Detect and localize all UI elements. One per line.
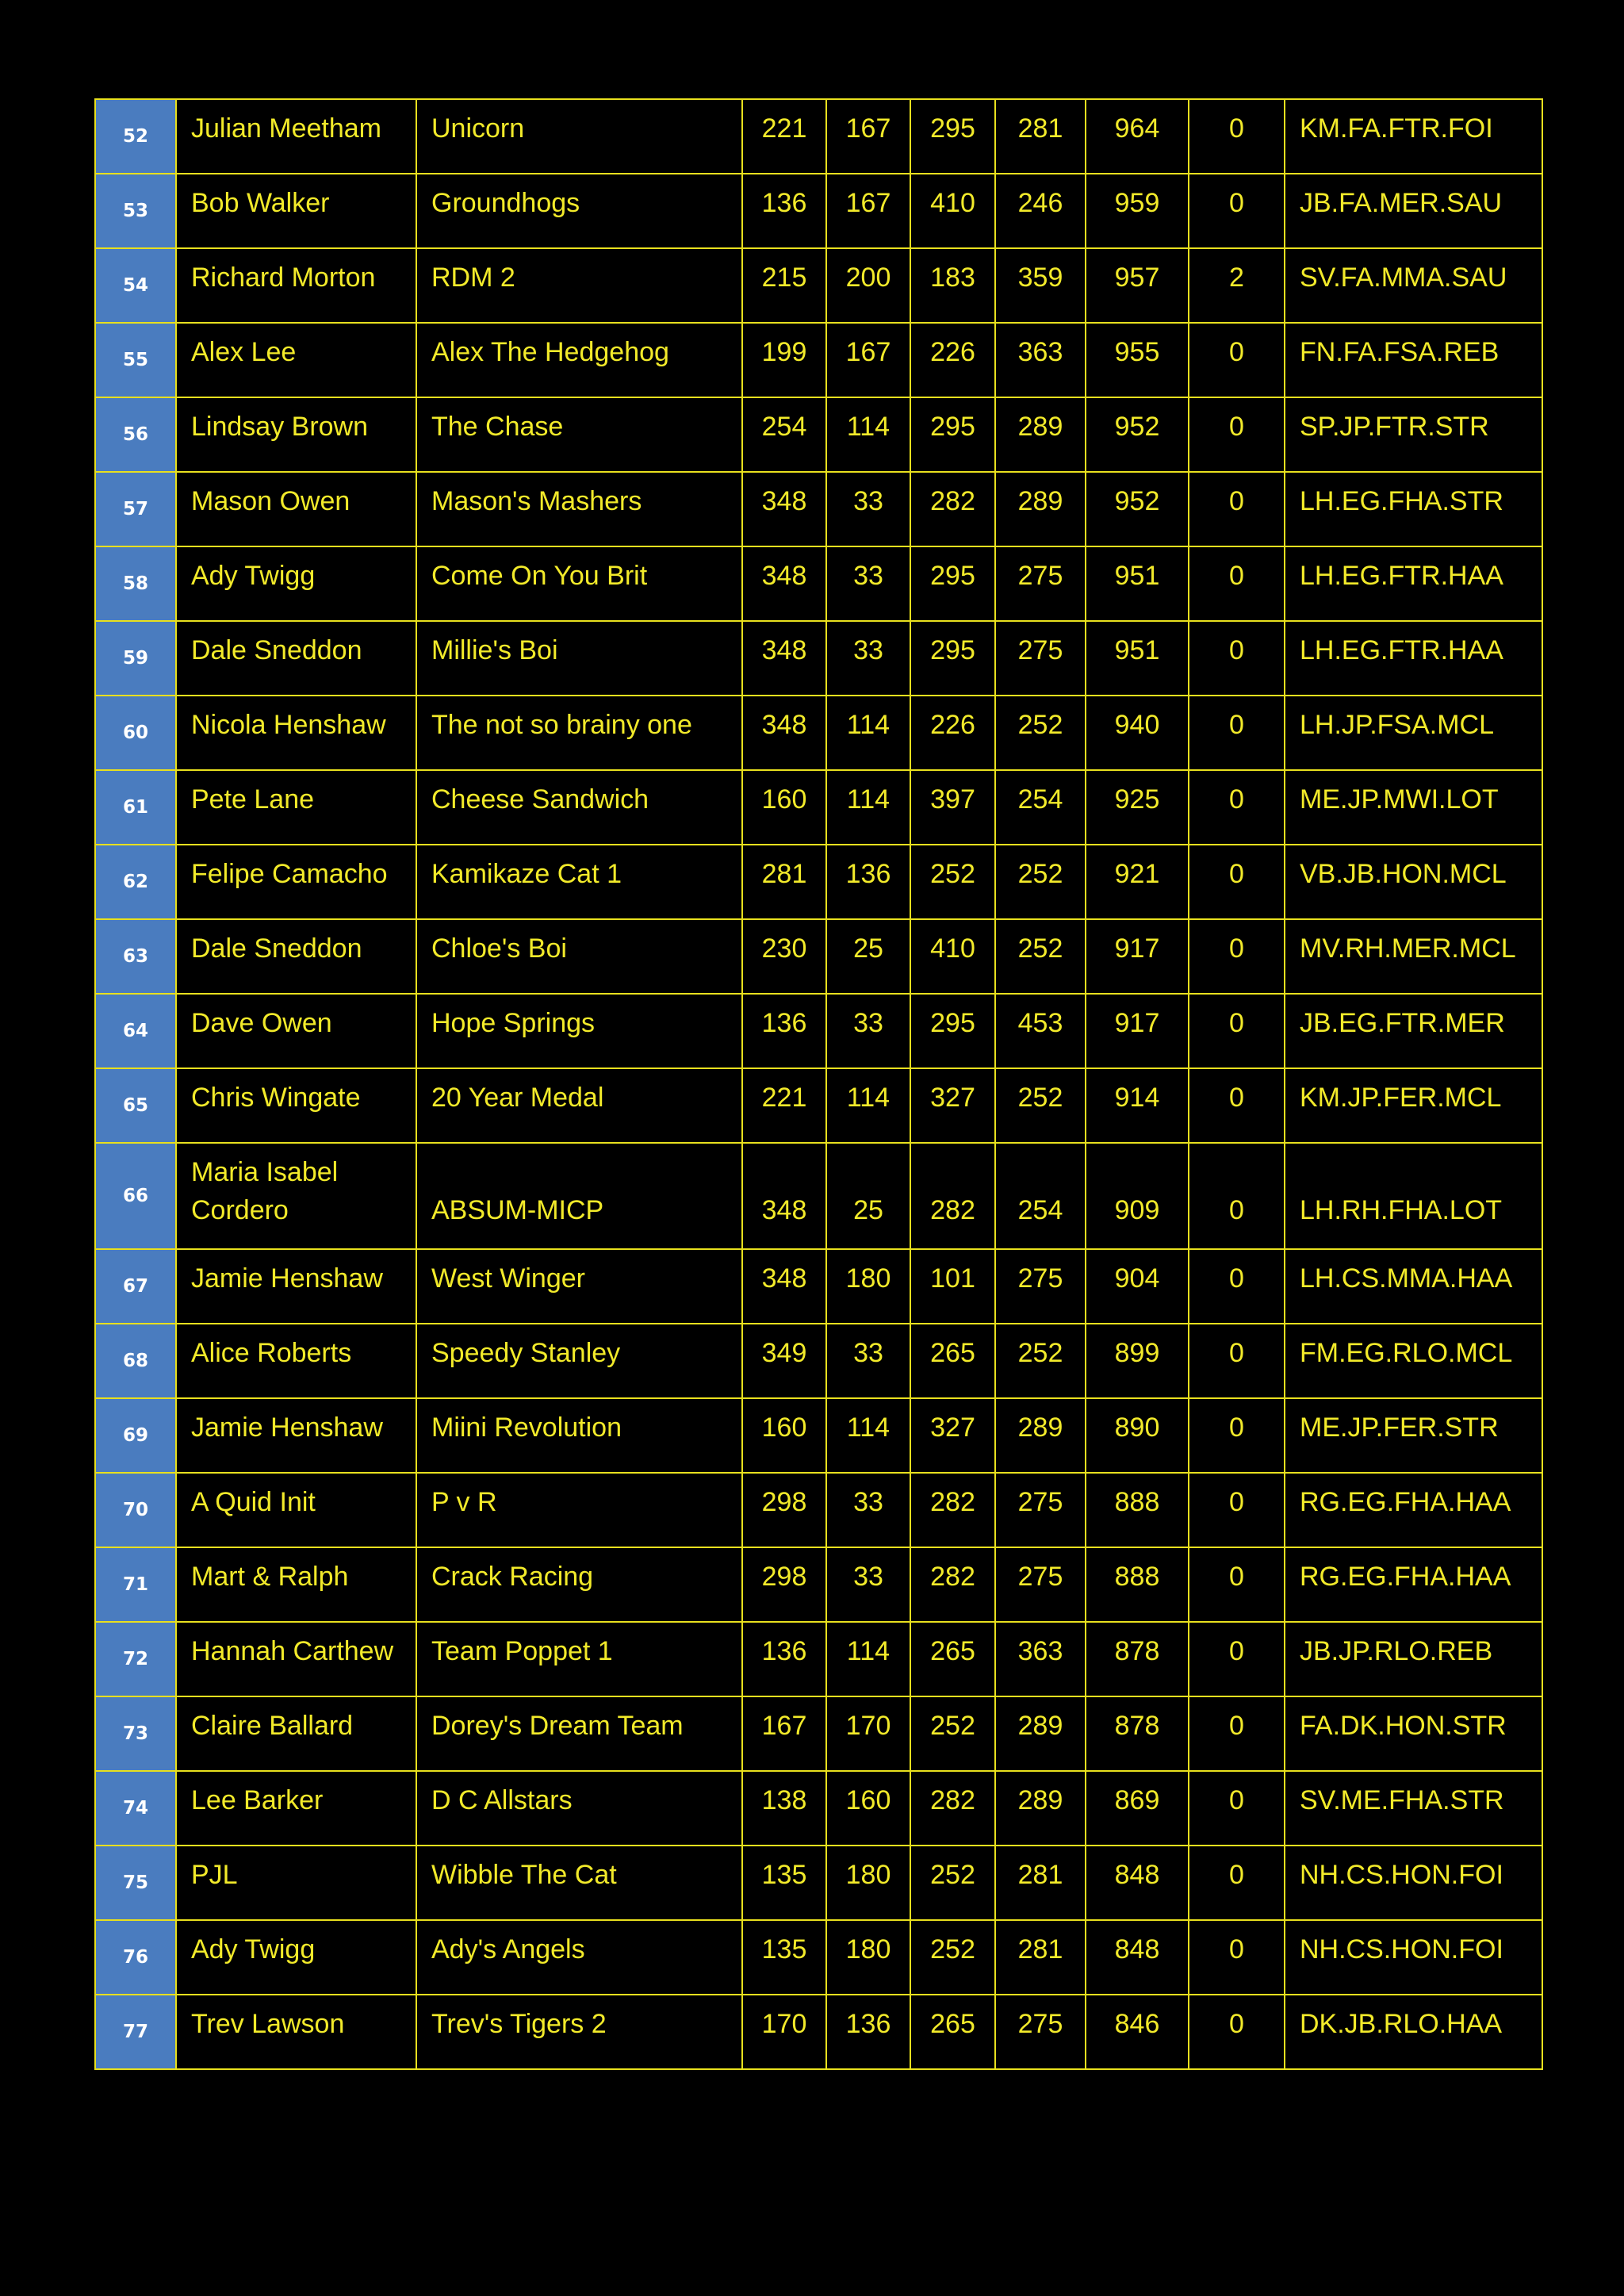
position-cell: 67 <box>95 1249 176 1324</box>
team-name: West Winger <box>416 1249 742 1324</box>
table-row <box>95 1473 1542 1547</box>
table-row <box>95 1920 1542 1995</box>
position-cell: 71 <box>95 1547 176 1622</box>
position-cell: 65 <box>95 1068 176 1143</box>
score-4: 275 <box>995 1473 1086 1547</box>
score-2: 33 <box>826 546 910 621</box>
team-name: Ady's Angels <box>416 1920 742 1995</box>
table-row <box>95 1143 1542 1249</box>
table-row <box>95 99 1542 174</box>
selection-code: FM.EG.RLO.MCL <box>1285 1324 1542 1398</box>
selection-code: FN.FA.FSA.REB <box>1285 323 1542 397</box>
total-score: 899 <box>1086 1324 1189 1398</box>
score-3: 327 <box>910 1068 995 1143</box>
total-score: 952 <box>1086 397 1189 472</box>
extra-score: 0 <box>1189 1324 1285 1398</box>
extra-score: 0 <box>1189 1068 1285 1143</box>
team-name: Crack Racing <box>416 1547 742 1622</box>
score-2: 136 <box>826 845 910 919</box>
manager-name: Dale Sneddon <box>176 621 416 696</box>
score-1: 138 <box>742 1771 826 1846</box>
score-3: 327 <box>910 1398 995 1473</box>
score-1: 298 <box>742 1473 826 1547</box>
total-score: 888 <box>1086 1473 1189 1547</box>
position-cell: 57 <box>95 472 176 546</box>
score-4: 252 <box>995 696 1086 770</box>
extra-score: 0 <box>1189 397 1285 472</box>
total-score: 925 <box>1086 770 1189 845</box>
score-4: 254 <box>995 1143 1086 1249</box>
score-3: 183 <box>910 248 995 323</box>
score-1: 348 <box>742 621 826 696</box>
table-row <box>95 696 1542 770</box>
manager-name: Lindsay Brown <box>176 397 416 472</box>
total-score: 848 <box>1086 1846 1189 1920</box>
score-2: 114 <box>826 696 910 770</box>
score-1: 136 <box>742 994 826 1068</box>
extra-score: 0 <box>1189 1398 1285 1473</box>
score-3: 282 <box>910 1473 995 1547</box>
score-1: 348 <box>742 696 826 770</box>
table-row <box>95 994 1542 1068</box>
score-1: 160 <box>742 770 826 845</box>
selection-code: LH.CS.MMA.HAA <box>1285 1249 1542 1324</box>
score-3: 295 <box>910 397 995 472</box>
manager-name: Ady Twigg <box>176 1920 416 1995</box>
score-4: 281 <box>995 99 1086 174</box>
score-3: 295 <box>910 994 995 1068</box>
score-2: 167 <box>826 174 910 248</box>
position-cell: 76 <box>95 1920 176 1995</box>
score-3: 101 <box>910 1249 995 1324</box>
total-score: 869 <box>1086 1771 1189 1846</box>
total-score: 957 <box>1086 248 1189 323</box>
manager-name: Alice Roberts <box>176 1324 416 1398</box>
team-name: The Chase <box>416 397 742 472</box>
score-1: 348 <box>742 472 826 546</box>
extra-score: 0 <box>1189 1920 1285 1995</box>
team-name: Hope Springs <box>416 994 742 1068</box>
position-cell: 59 <box>95 621 176 696</box>
score-3: 410 <box>910 919 995 994</box>
total-score: 846 <box>1086 1995 1189 2069</box>
table-row <box>95 174 1542 248</box>
score-2: 114 <box>826 397 910 472</box>
score-4: 281 <box>995 1920 1086 1995</box>
position-cell: 55 <box>95 323 176 397</box>
score-2: 33 <box>826 621 910 696</box>
score-2: 200 <box>826 248 910 323</box>
score-3: 265 <box>910 1995 995 2069</box>
score-3: 397 <box>910 770 995 845</box>
table-row <box>95 1771 1542 1846</box>
selection-code: NH.CS.HON.FOI <box>1285 1920 1542 1995</box>
extra-score: 0 <box>1189 546 1285 621</box>
selection-code: LH.RH.FHA.LOT <box>1285 1143 1542 1249</box>
score-4: 246 <box>995 174 1086 248</box>
table-row <box>95 546 1542 621</box>
total-score: 921 <box>1086 845 1189 919</box>
manager-name: Mason Owen <box>176 472 416 546</box>
score-1: 281 <box>742 845 826 919</box>
score-1: 199 <box>742 323 826 397</box>
team-name: Kamikaze Cat 1 <box>416 845 742 919</box>
table-row <box>95 1622 1542 1696</box>
score-2: 180 <box>826 1249 910 1324</box>
manager-name: Maria Isabel Cordero <box>176 1143 416 1249</box>
score-2: 167 <box>826 99 910 174</box>
position-cell: 62 <box>95 845 176 919</box>
manager-name: Pete Lane <box>176 770 416 845</box>
team-name: Chloe's Boi <box>416 919 742 994</box>
score-4: 363 <box>995 323 1086 397</box>
score-3: 295 <box>910 621 995 696</box>
position-cell: 63 <box>95 919 176 994</box>
table-row <box>95 1068 1542 1143</box>
manager-name: Bob Walker <box>176 174 416 248</box>
position-cell: 72 <box>95 1622 176 1696</box>
table-row <box>95 397 1542 472</box>
manager-name: Nicola Henshaw <box>176 696 416 770</box>
score-3: 295 <box>910 99 995 174</box>
extra-score: 0 <box>1189 1622 1285 1696</box>
score-3: 295 <box>910 546 995 621</box>
manager-name: Jamie Henshaw <box>176 1398 416 1473</box>
team-name: Unicorn <box>416 99 742 174</box>
extra-score: 0 <box>1189 919 1285 994</box>
score-1: 349 <box>742 1324 826 1398</box>
score-2: 33 <box>826 1473 910 1547</box>
manager-name: Jamie Henshaw <box>176 1249 416 1324</box>
score-3: 226 <box>910 696 995 770</box>
score-1: 230 <box>742 919 826 994</box>
position-cell: 77 <box>95 1995 176 2069</box>
table-row <box>95 770 1542 845</box>
manager-name: Ady Twigg <box>176 546 416 621</box>
selection-code: JB.FA.MER.SAU <box>1285 174 1542 248</box>
team-name: RDM 2 <box>416 248 742 323</box>
manager-name: Alex Lee <box>176 323 416 397</box>
score-3: 226 <box>910 323 995 397</box>
total-score: 914 <box>1086 1068 1189 1143</box>
total-score: 888 <box>1086 1547 1189 1622</box>
position-cell: 75 <box>95 1846 176 1920</box>
extra-score: 0 <box>1189 1143 1285 1249</box>
manager-name: Felipe Camacho <box>176 845 416 919</box>
score-1: 135 <box>742 1846 826 1920</box>
extra-score: 2 <box>1189 248 1285 323</box>
score-1: 167 <box>742 1696 826 1771</box>
team-name: Speedy Stanley <box>416 1324 742 1398</box>
extra-score: 0 <box>1189 1547 1285 1622</box>
selection-code: JB.EG.FTR.MER <box>1285 994 1542 1068</box>
selection-code: KM.JP.FER.MCL <box>1285 1068 1542 1143</box>
team-name: Trev's Tigers 2 <box>416 1995 742 2069</box>
team-name: Alex The Hedgehog <box>416 323 742 397</box>
selection-code: DK.JB.RLO.HAA <box>1285 1995 1542 2069</box>
selection-code: NH.CS.HON.FOI <box>1285 1846 1542 1920</box>
extra-score: 0 <box>1189 99 1285 174</box>
total-score: 909 <box>1086 1143 1189 1249</box>
selection-code: SP.JP.FTR.STR <box>1285 397 1542 472</box>
score-2: 114 <box>826 1622 910 1696</box>
manager-name: Dale Sneddon <box>176 919 416 994</box>
selection-code: MV.RH.MER.MCL <box>1285 919 1542 994</box>
selection-code: ME.JP.FER.STR <box>1285 1398 1542 1473</box>
score-2: 167 <box>826 323 910 397</box>
team-name: Groundhogs <box>416 174 742 248</box>
team-name: Team Poppet 1 <box>416 1622 742 1696</box>
total-score: 878 <box>1086 1622 1189 1696</box>
table-row <box>95 1249 1542 1324</box>
team-name: Wibble The Cat <box>416 1846 742 1920</box>
extra-score: 0 <box>1189 1995 1285 2069</box>
score-4: 289 <box>995 397 1086 472</box>
team-name: Millie's Boi <box>416 621 742 696</box>
table-row <box>95 472 1542 546</box>
extra-score: 0 <box>1189 323 1285 397</box>
score-2: 114 <box>826 1068 910 1143</box>
score-1: 254 <box>742 397 826 472</box>
total-score: 904 <box>1086 1249 1189 1324</box>
score-4: 363 <box>995 1622 1086 1696</box>
score-1: 135 <box>742 1920 826 1995</box>
position-cell: 73 <box>95 1696 176 1771</box>
manager-name: Richard Morton <box>176 248 416 323</box>
team-name: Miini Revolution <box>416 1398 742 1473</box>
manager-name: Chris Wingate <box>176 1068 416 1143</box>
manager-name: Mart & Ralph <box>176 1547 416 1622</box>
score-1: 348 <box>742 546 826 621</box>
team-name: Mason's Mashers <box>416 472 742 546</box>
position-cell: 56 <box>95 397 176 472</box>
extra-score: 0 <box>1189 1473 1285 1547</box>
selection-code: LH.EG.FTR.HAA <box>1285 546 1542 621</box>
total-score: 878 <box>1086 1696 1189 1771</box>
total-score: 955 <box>1086 323 1189 397</box>
score-2: 25 <box>826 1143 910 1249</box>
table-row <box>95 919 1542 994</box>
score-3: 252 <box>910 1696 995 1771</box>
selection-code: LH.JP.FSA.MCL <box>1285 696 1542 770</box>
manager-name: Dave Owen <box>176 994 416 1068</box>
position-cell: 64 <box>95 994 176 1068</box>
score-4: 359 <box>995 248 1086 323</box>
total-score: 951 <box>1086 621 1189 696</box>
score-2: 170 <box>826 1696 910 1771</box>
score-2: 33 <box>826 472 910 546</box>
extra-score: 0 <box>1189 1696 1285 1771</box>
selection-code: LH.EG.FTR.HAA <box>1285 621 1542 696</box>
manager-name: Claire Ballard <box>176 1696 416 1771</box>
score-2: 180 <box>826 1920 910 1995</box>
score-1: 136 <box>742 174 826 248</box>
position-cell: 66 <box>95 1143 176 1249</box>
score-4: 453 <box>995 994 1086 1068</box>
score-2: 33 <box>826 1324 910 1398</box>
extra-score: 0 <box>1189 1771 1285 1846</box>
score-2: 33 <box>826 1547 910 1622</box>
score-3: 252 <box>910 1846 995 1920</box>
score-4: 281 <box>995 1846 1086 1920</box>
score-4: 275 <box>995 1547 1086 1622</box>
score-4: 289 <box>995 472 1086 546</box>
table-row <box>95 845 1542 919</box>
selection-code: RG.EG.FHA.HAA <box>1285 1547 1542 1622</box>
score-4: 275 <box>995 1995 1086 2069</box>
extra-score: 0 <box>1189 1249 1285 1324</box>
extra-score: 0 <box>1189 621 1285 696</box>
score-3: 282 <box>910 1547 995 1622</box>
score-4: 252 <box>995 1324 1086 1398</box>
table-row <box>95 621 1542 696</box>
total-score: 940 <box>1086 696 1189 770</box>
standings-table <box>94 98 1543 2070</box>
selection-code: LH.EG.FHA.STR <box>1285 472 1542 546</box>
extra-score: 0 <box>1189 1846 1285 1920</box>
selection-code: SV.ME.FHA.STR <box>1285 1771 1542 1846</box>
score-3: 282 <box>910 1143 995 1249</box>
team-name: D C Allstars <box>416 1771 742 1846</box>
extra-score: 0 <box>1189 472 1285 546</box>
manager-name: Trev Lawson <box>176 1995 416 2069</box>
total-score: 964 <box>1086 99 1189 174</box>
table-row <box>95 248 1542 323</box>
team-name: 20 Year Medal <box>416 1068 742 1143</box>
position-cell: 58 <box>95 546 176 621</box>
selection-code: RG.EG.FHA.HAA <box>1285 1473 1542 1547</box>
selection-code: JB.JP.RLO.REB <box>1285 1622 1542 1696</box>
score-4: 254 <box>995 770 1086 845</box>
table-row <box>95 1696 1542 1771</box>
total-score: 951 <box>1086 546 1189 621</box>
table-row <box>95 1846 1542 1920</box>
team-name: The not so brainy one <box>416 696 742 770</box>
score-2: 114 <box>826 770 910 845</box>
total-score: 848 <box>1086 1920 1189 1995</box>
position-cell: 70 <box>95 1473 176 1547</box>
score-1: 221 <box>742 99 826 174</box>
total-score: 917 <box>1086 919 1189 994</box>
score-4: 289 <box>995 1771 1086 1846</box>
manager-name: Hannah Carthew <box>176 1622 416 1696</box>
extra-score: 0 <box>1189 696 1285 770</box>
score-1: 348 <box>742 1143 826 1249</box>
team-name: ABSUM-MICP <box>416 1143 742 1249</box>
score-1: 170 <box>742 1995 826 2069</box>
table-row <box>95 1324 1542 1398</box>
position-cell: 54 <box>95 248 176 323</box>
total-score: 917 <box>1086 994 1189 1068</box>
score-1: 215 <box>742 248 826 323</box>
score-2: 160 <box>826 1771 910 1846</box>
team-name: Come On You Brit <box>416 546 742 621</box>
total-score: 952 <box>1086 472 1189 546</box>
total-score: 959 <box>1086 174 1189 248</box>
score-2: 136 <box>826 1995 910 2069</box>
position-cell: 52 <box>95 99 176 174</box>
extra-score: 0 <box>1189 994 1285 1068</box>
score-1: 221 <box>742 1068 826 1143</box>
position-cell: 74 <box>95 1771 176 1846</box>
score-4: 252 <box>995 919 1086 994</box>
score-4: 252 <box>995 1068 1086 1143</box>
score-4: 289 <box>995 1398 1086 1473</box>
score-4: 252 <box>995 845 1086 919</box>
score-1: 298 <box>742 1547 826 1622</box>
score-1: 160 <box>742 1398 826 1473</box>
score-3: 252 <box>910 845 995 919</box>
score-4: 275 <box>995 621 1086 696</box>
extra-score: 0 <box>1189 174 1285 248</box>
selection-code: KM.FA.FTR.FOI <box>1285 99 1542 174</box>
table-row <box>95 323 1542 397</box>
score-3: 282 <box>910 1771 995 1846</box>
score-3: 252 <box>910 1920 995 1995</box>
score-4: 275 <box>995 1249 1086 1324</box>
manager-name: A Quid Init <box>176 1473 416 1547</box>
score-3: 410 <box>910 174 995 248</box>
table-row <box>95 1547 1542 1622</box>
score-2: 25 <box>826 919 910 994</box>
table-row <box>95 1995 1542 2069</box>
score-3: 265 <box>910 1324 995 1398</box>
standings-body <box>95 99 1542 2069</box>
manager-name: Julian Meetham <box>176 99 416 174</box>
extra-score: 0 <box>1189 845 1285 919</box>
position-cell: 61 <box>95 770 176 845</box>
position-cell: 53 <box>95 174 176 248</box>
score-1: 136 <box>742 1622 826 1696</box>
selection-code: SV.FA.MMA.SAU <box>1285 248 1542 323</box>
team-name: Cheese Sandwich <box>416 770 742 845</box>
score-2: 180 <box>826 1846 910 1920</box>
selection-code: VB.JB.HON.MCL <box>1285 845 1542 919</box>
position-cell: 60 <box>95 696 176 770</box>
team-name: Dorey's Dream Team <box>416 1696 742 1771</box>
table-row <box>95 1398 1542 1473</box>
manager-name: PJL <box>176 1846 416 1920</box>
score-4: 289 <box>995 1696 1086 1771</box>
position-cell: 69 <box>95 1398 176 1473</box>
position-cell: 68 <box>95 1324 176 1398</box>
score-2: 33 <box>826 994 910 1068</box>
score-4: 275 <box>995 546 1086 621</box>
extra-score: 0 <box>1189 770 1285 845</box>
manager-name: Lee Barker <box>176 1771 416 1846</box>
score-1: 348 <box>742 1249 826 1324</box>
score-3: 282 <box>910 472 995 546</box>
selection-code: FA.DK.HON.STR <box>1285 1696 1542 1771</box>
total-score: 890 <box>1086 1398 1189 1473</box>
selection-code: ME.JP.MWI.LOT <box>1285 770 1542 845</box>
team-name: P v R <box>416 1473 742 1547</box>
score-3: 265 <box>910 1622 995 1696</box>
score-2: 114 <box>826 1398 910 1473</box>
